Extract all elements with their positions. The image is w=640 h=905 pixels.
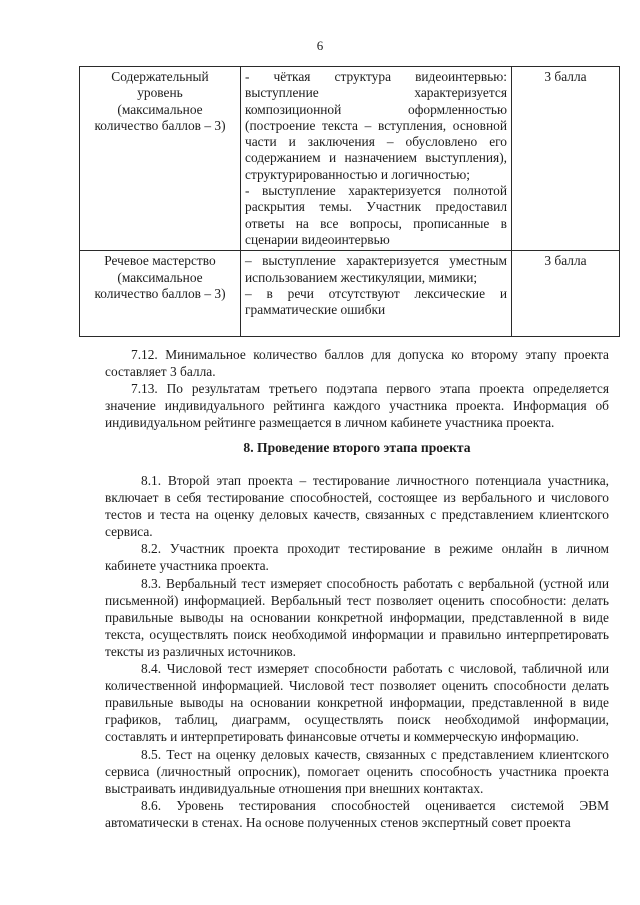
descriptor-cell bbox=[241, 251, 512, 337]
score-cell: 3 балла bbox=[512, 67, 620, 251]
descriptor-cell bbox=[241, 67, 512, 251]
table-row bbox=[80, 67, 620, 251]
criterion-line: количество баллов – 3) bbox=[94, 117, 226, 133]
section-8-text bbox=[105, 472, 609, 831]
paragraph-8-5: 8.5. Тест на оценку деловых качеств, связанных с представлением клиентского сервиса (личностный опросник), помогает оценить способность участника проекта выстраивать индивидуальные отношения при внешних контактах. bbox=[105, 746, 609, 796]
section-8-heading: 8. Проведение второго этапа проекта bbox=[243, 440, 471, 455]
criterion-line: уровень bbox=[137, 85, 183, 101]
paragraph-8-3: 8.3. Вербальный тест измеряет способность работать с вербальной (устной или письменной) информацией. Вербальный тест позволяет оценить способности: делать правильные выводы на основании конкретной информации, представленной в виде текста, осуществлять поиск необходимой информации и правильно интерпретировать тексты из различных источников. bbox=[105, 575, 609, 659]
section-7-text bbox=[105, 346, 609, 431]
criteria-table bbox=[79, 66, 620, 337]
criterion-line: (максимальное bbox=[117, 101, 203, 117]
descriptor-item: - чёткая структура видеоинтервью: выступление характеризуется композиционной оформленностью (построение текста – вступления, основной части и заключения – обусловлено его содержанием и назначением выступления), структурированностью и логичностью; bbox=[245, 69, 507, 182]
paragraph-8-4: 8.4. Числовой тест измеряет способности работать с числовой, табличной или количественной информацией. Числовой тест позволяет оценить способности делать правильные выводы на основании конкретной информации, представленной в виде графиков, таблиц, диаграмм, осуществлять поиск необходимой информации, составлять и интерпретировать финансовые отчеты и коммерческую информацию. bbox=[105, 661, 609, 745]
paragraph-8-1: 8.1. Второй этап проекта – тестирование личностного потенциала участника, включает в себя тестирование способностей, состоящее из вербального и числового тестов и теста на оценку деловых качеств, связанных с представлением клиентского сервиса. bbox=[105, 473, 609, 540]
criterion-cell bbox=[80, 67, 241, 251]
criterion-cell bbox=[80, 251, 241, 337]
paragraph-7-13: 7.13. По результатам третьего подэтапа первого этапа проекта определяется значение индивидуального рейтинга каждого участника проекта. Информация об индивидуальном рейтинге размещается в личном кабинете участника проекта. bbox=[105, 381, 609, 431]
descriptor-item: - выступление характеризуется полнотой раскрытия темы. Участник предоставил ответы на все вопросы, прописанные в сценарии видеоинтервью bbox=[245, 183, 507, 247]
paragraph-7-12: 7.12. Минимальное количество баллов для допуска ко второму этапу проекта составляет 3 балла. bbox=[105, 347, 609, 380]
paragraph-8-2: 8.2. Участник проекта проходит тестирование в режиме онлайн в личном кабинете участника проекта. bbox=[105, 541, 609, 574]
criterion-line: Содержательный bbox=[111, 69, 209, 84]
criterion-line: количество баллов – 3) bbox=[94, 285, 226, 301]
criterion-line: Речевое мастерство bbox=[104, 253, 216, 269]
descriptor-item: – выступление характеризуется уместным использованием жестикуляции, мимики; bbox=[245, 253, 507, 285]
criterion-line: (максимальное bbox=[117, 269, 203, 285]
table-row bbox=[80, 251, 620, 337]
page-number: 6 bbox=[316, 38, 324, 53]
descriptor-item: – в речи отсутствуют лексические и грамматические ошибки bbox=[245, 285, 507, 318]
score-cell: 3 балла bbox=[512, 251, 620, 337]
paragraph-8-6: 8.6. Уровень тестирования способностей оценивается системой ЭВМ автоматически в стенах. На основе полученных стенов экспертный совет проекта bbox=[105, 797, 609, 830]
